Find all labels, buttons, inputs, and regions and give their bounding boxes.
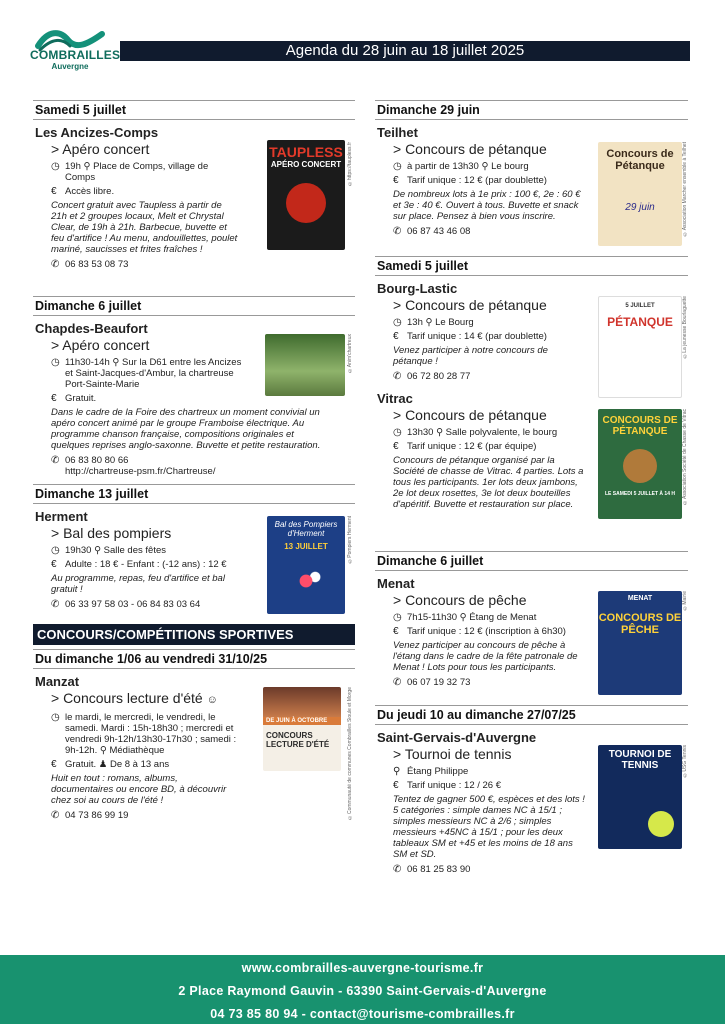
event-date: Dimanche 6 juillet — [33, 296, 355, 316]
event-block — [375, 100, 688, 256]
person-icon: ♟ — [98, 759, 108, 770]
clock-icon: ◷ — [51, 161, 60, 172]
event-title: > Concours de pêche — [393, 592, 527, 608]
header — [0, 0, 725, 90]
event-price: Gratuit. — [65, 393, 97, 404]
event-location: Place de Comps, village de Comps — [65, 161, 209, 183]
event-location: Le bourg — [491, 161, 529, 172]
event-poster — [263, 687, 341, 771]
footer-website[interactable]: www.combrailles-auvergne-tourisme.fr — [241, 961, 484, 975]
event-phone[interactable]: 06 72 80 28 77 — [407, 371, 471, 382]
event-title: > Concours de pétanque — [393, 141, 547, 157]
pin-icon: ⚲ — [459, 612, 467, 623]
poster-graphic — [263, 687, 341, 717]
left-column — [33, 100, 355, 849]
pin-icon: ⚲ — [94, 545, 102, 556]
photo-credit: ©Pompiers Herment — [347, 516, 353, 564]
tennis-ball-icon — [648, 811, 674, 837]
logo-wave-icon — [34, 28, 106, 52]
event-phone[interactable]: 06 83 53 08 73 — [65, 259, 129, 270]
event-description: Tentez de gagner 500 €, espèces et des lots ! 5 catégories : simple dames NC à 15/1 ; simples messieurs NC à 2/6 ; simples messieurs +45NC à 15/1 ; pour les deux tableaux SM et +45 et les moins de 18 ans SM et SD. — [393, 794, 585, 860]
event-website[interactable]: http://chartreuse-psm.fr/Chartreuse/ — [65, 466, 216, 477]
event-block — [375, 391, 688, 551]
poster-subtitle: MENAT — [627, 595, 653, 602]
clock-icon: ◷ — [393, 612, 402, 623]
euro-icon: € — [393, 780, 399, 791]
euro-icon: € — [51, 559, 57, 570]
euro-icon: € — [51, 393, 57, 404]
event-age: De 8 à 13 ans — [109, 759, 170, 770]
event-price: Tarif unique : 12 € (inscription à 6h30) — [407, 626, 566, 637]
euro-icon: € — [393, 626, 399, 637]
event-poster — [598, 591, 682, 695]
poster-subtitle: APÉRO CONCERT — [270, 160, 342, 169]
event-price: Tarif unique : 12 / 26 € — [407, 780, 502, 791]
pin-icon: ⚲ — [112, 357, 120, 368]
event-place: Menat — [377, 576, 415, 591]
event-price: Tarif unique : 12 € (par doublette) — [407, 175, 547, 186]
event-place: Manzat — [35, 674, 80, 689]
event-price: Gratuit. — [65, 759, 97, 770]
event-title: > Bal des pompiers — [51, 525, 172, 541]
poster-title: PÉTANQUE — [607, 315, 673, 329]
poster-fireworks — [283, 561, 329, 601]
event-block — [375, 256, 688, 386]
event-location: Le Bourg — [435, 317, 474, 328]
pin-icon: ⚲ — [83, 161, 91, 172]
poster-subtitle: LE SAMEDI 5 JUILLET À 14 H — [604, 491, 675, 497]
event-title: > Apéro concert — [51, 141, 150, 157]
event-date: Dimanche 29 juin — [375, 100, 688, 120]
photo-credit: ©Anim'chartreux — [347, 334, 353, 374]
event-place: Herment — [35, 509, 88, 524]
event-poster — [267, 516, 345, 614]
event-description: Concours de pétanque organisé par la Société de chasse de Vitrac. 4 parties. Lots a tous les participants. 1er lots deux jambons, 2e lot deux rosettes, 3e lot deux bouteilles d'apéritif. Buvette et restauration sur place. — [393, 455, 584, 510]
photo-credit: ©Mairie — [682, 591, 688, 611]
event-poster — [598, 409, 682, 519]
event-block — [33, 649, 355, 849]
event-price: Adulte : 18 € - Enfant : (-12 ans) : 12 € — [65, 559, 227, 570]
event-block — [375, 551, 688, 705]
event-location: Salle des fêtes — [103, 545, 166, 556]
event-description: Au programme, repas, feu d'artifice et bal gratuit ! — [51, 573, 225, 595]
poster-subtitle: 5 JUILLET — [625, 303, 655, 309]
event-time: 19h30 — [65, 545, 92, 556]
event-phone[interactable]: 06 33 97 58 03 - 06 84 83 03 64 — [65, 599, 201, 610]
pin-icon: ⚲ — [481, 161, 489, 172]
event-poster — [598, 142, 682, 246]
logo-name: COMBRAILLES — [30, 48, 121, 62]
event-description: De nombreux lots à 1e prix : 100 €, 2e : 60 € et 3e : 40 €. Ouvert à tous. Buvette et snack sur place. Pensez à bien vous inscrire. — [393, 189, 581, 222]
euro-icon: € — [51, 186, 57, 197]
phone-icon: ✆ — [393, 677, 402, 688]
footer-address: 2 Place Raymond Gauvin - 63390 Saint-Gervais-d'Auvergne — [178, 984, 547, 998]
event-date: Dimanche 13 juillet — [33, 484, 355, 504]
event-description: Dans le cadre de la Foire des chartreux un moment convivial un apéro concert animé par le groupe Framboise électrique. Au programme chanson française, compositions originales et quelques reprises anglo-saxonne. Buvette et petite restauration. — [51, 407, 321, 451]
pin-icon: ⚲ — [425, 317, 433, 328]
event-description: Venez participer à notre concours de pétanque ! — [393, 345, 548, 367]
poster-subtitle: DE JUIN À OCTOBRE — [263, 717, 341, 725]
event-place: Teilhet — [377, 125, 418, 140]
event-phone[interactable]: 06 83 80 80 66 — [65, 455, 129, 466]
event-poster — [598, 745, 682, 849]
event-photo — [265, 334, 345, 396]
event-location: Étang de Menat — [469, 612, 537, 623]
event-location: Étang Philippe — [407, 766, 469, 777]
combrailles-logo[interactable] — [30, 28, 121, 88]
event-phone[interactable]: 06 87 43 46 08 — [407, 226, 471, 237]
footer — [0, 955, 725, 1024]
phone-icon: ✆ — [393, 864, 402, 875]
clock-icon: ◷ — [393, 427, 402, 438]
event-phone[interactable]: 04 73 86 99 19 — [65, 810, 129, 821]
pin-icon: ⚲ — [393, 766, 401, 777]
clock-icon: ◷ — [393, 317, 402, 328]
poster-title: TAUPLESS — [269, 144, 343, 160]
event-description: Huit en tout : romans, albums, documentaires ou encore BD, à découvrir chez soi au cours de l'été ! — [51, 773, 227, 806]
event-description: Venez participer au concours de pêche à l'étang dans le cadre de la fête patronale de Menat ! Lots pour tous les participants. — [393, 640, 578, 673]
event-location: Sur la D61 entre les Ancizes et Saint-Jacques-d'Ambur, la chartreuse Port-Sainte-Marie — [65, 357, 242, 390]
event-poster — [598, 296, 682, 398]
event-block — [33, 484, 355, 620]
event-title: > Concours de pétanque — [393, 407, 547, 423]
poster-subtitle: 13 JUILLET — [284, 542, 328, 551]
event-phone[interactable]: 06 81 25 83 90 — [407, 864, 471, 875]
event-time: 7h15-11h30 — [407, 612, 458, 623]
poster-graphic — [623, 449, 657, 483]
event-time: 13h30 — [407, 427, 434, 438]
poster-title: Concours de Pétanque — [606, 148, 674, 172]
event-place: Saint-Gervais-d'Auvergne — [377, 730, 537, 745]
clock-icon: ◷ — [51, 357, 60, 368]
section-banner: CONCOURS/COMPÉTITIONS SPORTIVES — [33, 624, 355, 645]
event-title: > Tournoi de tennis — [393, 746, 512, 762]
event-title: > Apéro concert — [51, 337, 150, 353]
clock-icon: ◷ — [51, 545, 60, 556]
event-place: Vitrac — [377, 391, 413, 406]
event-block — [33, 296, 355, 484]
event-location: Salle polyvalente, le bourg — [445, 427, 558, 438]
pin-icon: ⚲ — [99, 745, 107, 756]
event-price: Tarif unique : 12 € (par équipe) — [407, 441, 537, 452]
euro-icon: € — [51, 759, 57, 770]
poster-title: CONCOURS DE PÉTANQUE — [602, 415, 678, 437]
photo-credit: ©La jeunesse Bourlaguette — [682, 296, 688, 359]
clock-icon: ◷ — [51, 712, 60, 723]
photo-credit: ©Association Société de Chasse de Vitrac — [682, 409, 688, 505]
photo-credit: ©https://taupless.fr — [347, 142, 353, 187]
event-place: Bourg-Lastic — [377, 281, 458, 296]
euro-icon: € — [393, 441, 399, 452]
event-place: Chapdes-Beaufort — [35, 321, 148, 336]
event-time: 13h — [407, 317, 423, 328]
phone-icon: ✆ — [393, 371, 402, 382]
event-date: Du dimanche 1/06 au vendredi 31/10/25 — [33, 649, 355, 669]
event-location: Médiathèque — [109, 745, 165, 756]
phone-icon: ✆ — [51, 259, 60, 270]
event-block — [375, 705, 688, 895]
clock-icon: ◷ — [393, 161, 402, 172]
poster-title: CONCOURS DE PÊCHE — [598, 612, 682, 636]
euro-icon: € — [393, 331, 399, 342]
logo-sub: Auvergne — [51, 62, 89, 71]
event-phone[interactable]: 06 07 19 32 73 — [407, 677, 471, 688]
phone-icon: ✆ — [51, 810, 60, 821]
phone-icon: ✆ — [51, 599, 60, 610]
photo-credit: ©USG Tennis — [682, 745, 688, 778]
event-time: le mardi, le mercredi, le vendredi, le samedi. Mardi : 15h-18h30 ; mercredi et vendredi 9h-12h/13h30-17h30 ; samedi : 9h-12h. — [65, 712, 237, 756]
photo-credit: ©Communauté de communes Combrailles Sioule et Morge — [347, 687, 353, 821]
event-title: > Concours lecture d'été — [51, 690, 203, 706]
event-title: > Concours de pétanque — [393, 297, 547, 313]
event-time: à partir de 13h30 — [407, 161, 479, 172]
event-description: Concert gratuit avec Taupless à partir de 21h et 2 groupes locaux, Melt et Chrystal Clear, de 19h à 21h. Barbecue, buvette et feu d'artifice ! Au menu, andouillettes, poulet mariné, saucisses et frites fraîches ! — [51, 200, 238, 255]
footer-contact[interactable]: 04 73 85 80 94 - contact@tourisme-combrailles.fr — [210, 1007, 515, 1021]
phone-icon: ✆ — [393, 226, 402, 237]
event-price: Tarif unique : 14 € (par doublette) — [407, 331, 547, 342]
event-date: Samedi 5 juillet — [375, 256, 688, 276]
poster-title: CONCOURS LECTURE D'ÉTÉ — [266, 731, 330, 749]
event-place: Les Ancizes-Comps — [35, 125, 159, 140]
event-date: Du jeudi 10 au dimanche 27/07/25 — [375, 705, 688, 725]
poster-title: Bal des Pompiers d'Herment — [274, 520, 338, 538]
euro-icon: € — [393, 175, 399, 186]
right-column — [375, 100, 688, 895]
poster-subtitle: 29 juin — [625, 202, 655, 213]
event-block — [33, 100, 355, 296]
poster-graphic — [286, 183, 326, 223]
event-date: Dimanche 6 juillet — [375, 551, 688, 571]
event-date: Samedi 5 juillet — [33, 100, 355, 120]
event-time: 19h — [65, 161, 81, 172]
pin-icon: ⚲ — [436, 427, 444, 438]
kids-icon: ☺ — [206, 694, 218, 706]
photo-credit: ©Association Marcher ensemble à Teilhet — [682, 142, 688, 237]
event-price: Accès libre. — [65, 186, 115, 197]
event-time: 11h30-14h — [65, 357, 110, 368]
event-poster — [267, 140, 345, 250]
page-title: Agenda du 28 juin au 18 juillet 2025 — [120, 41, 690, 61]
phone-icon: ✆ — [51, 455, 60, 466]
poster-title: TOURNOI DE TENNIS — [608, 749, 672, 771]
